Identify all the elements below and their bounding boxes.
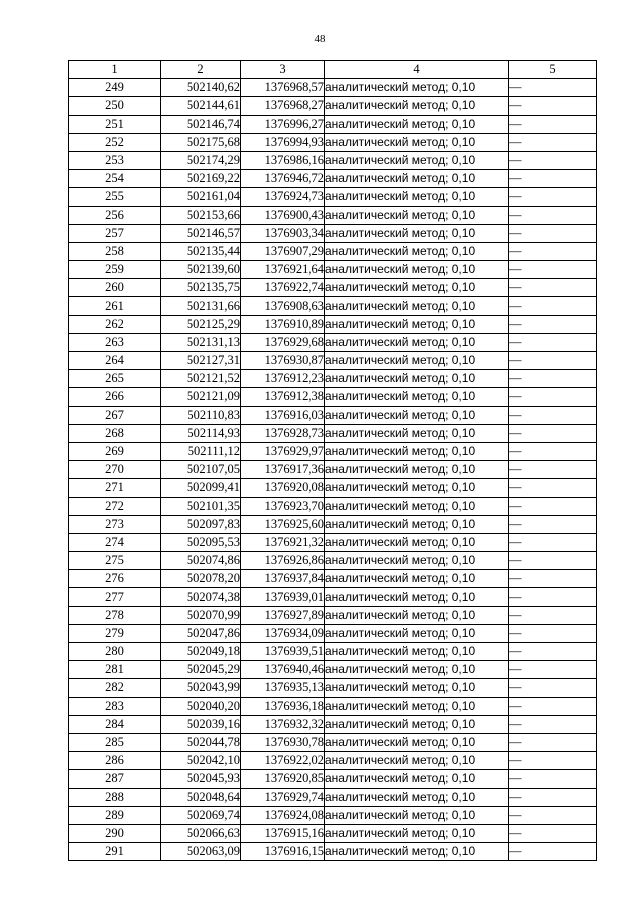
table-row [69,133,597,151]
y-coordinate-cell: 1376916,15 [241,843,325,861]
method-accuracy-cell: аналитический метод; 0,10 [325,515,509,533]
method-accuracy-cell: аналитический метод; 0,10 [325,770,509,788]
point-number-cell: 290 [69,824,161,842]
table-row [69,97,597,115]
point-number-cell: 263 [69,333,161,351]
table-row [69,533,597,551]
method-accuracy-cell: аналитический метод; 0,10 [325,843,509,861]
point-number-cell: 280 [69,643,161,661]
table-row [69,370,597,388]
x-coordinate-cell: 502070,99 [161,606,241,624]
table-row [69,733,597,751]
header-col-4: 4 [325,61,509,79]
table-row [69,424,597,442]
point-number-cell: 256 [69,206,161,224]
y-coordinate-cell: 1376986,16 [241,151,325,169]
x-coordinate-cell: 502146,74 [161,115,241,133]
note-cell: — [509,242,597,260]
x-coordinate-cell: 502078,20 [161,570,241,588]
table-row [69,624,597,642]
x-coordinate-cell: 502039,16 [161,715,241,733]
x-coordinate-cell: 502043,99 [161,679,241,697]
method-accuracy-cell: аналитический метод; 0,10 [325,206,509,224]
y-coordinate-cell: 1376935,13 [241,679,325,697]
note-cell: — [509,515,597,533]
point-number-cell: 272 [69,497,161,515]
y-coordinate-cell: 1376939,01 [241,588,325,606]
x-coordinate-cell: 502040,20 [161,697,241,715]
note-cell: — [509,843,597,861]
note-cell: — [509,697,597,715]
x-coordinate-cell: 502146,57 [161,224,241,242]
y-coordinate-cell: 1376924,08 [241,806,325,824]
table-row [69,843,597,861]
note-cell: — [509,588,597,606]
y-coordinate-cell: 1376934,09 [241,624,325,642]
table-row [69,588,597,606]
y-coordinate-cell: 1376929,97 [241,442,325,460]
point-number-cell: 277 [69,588,161,606]
page-number: 48 [314,33,326,45]
x-coordinate-cell: 502127,31 [161,352,241,370]
y-coordinate-cell: 1376907,29 [241,242,325,260]
point-number-cell: 251 [69,115,161,133]
method-accuracy-cell: аналитический метод; 0,10 [325,733,509,751]
table-row [69,406,597,424]
y-coordinate-cell: 1376937,84 [241,570,325,588]
method-accuracy-cell: аналитический метод; 0,10 [325,388,509,406]
note-cell: — [509,279,597,297]
point-number-cell: 266 [69,388,161,406]
x-coordinate-cell: 502097,83 [161,515,241,533]
method-accuracy-cell: аналитический метод; 0,10 [325,624,509,642]
table-row [69,333,597,351]
point-number-cell: 271 [69,479,161,497]
table-row [69,115,597,133]
method-accuracy-cell: аналитический метод; 0,10 [325,552,509,570]
y-coordinate-cell: 1376921,32 [241,533,325,551]
note-cell: — [509,206,597,224]
point-number-cell: 264 [69,352,161,370]
y-coordinate-cell: 1376920,85 [241,770,325,788]
method-accuracy-cell: аналитический метод; 0,10 [325,806,509,824]
y-coordinate-cell: 1376928,73 [241,424,325,442]
x-coordinate-cell: 502135,75 [161,279,241,297]
method-accuracy-cell: аналитический метод; 0,10 [325,224,509,242]
point-number-cell: 286 [69,752,161,770]
x-coordinate-cell: 502049,18 [161,643,241,661]
y-coordinate-cell: 1376939,51 [241,643,325,661]
method-accuracy-cell: аналитический метод; 0,10 [325,606,509,624]
x-coordinate-cell: 502111,12 [161,442,241,460]
method-accuracy-cell: аналитический метод; 0,10 [325,151,509,169]
method-accuracy-cell: аналитический метод; 0,10 [325,370,509,388]
y-coordinate-cell: 1376921,64 [241,261,325,279]
point-number-cell: 274 [69,533,161,551]
y-coordinate-cell: 1376915,16 [241,824,325,842]
method-accuracy-cell: аналитический метод; 0,10 [325,242,509,260]
table-header-row [69,61,597,79]
point-number-cell: 268 [69,424,161,442]
y-coordinate-cell: 1376917,36 [241,461,325,479]
note-cell: — [509,624,597,642]
note-cell: — [509,461,597,479]
x-coordinate-cell: 502047,86 [161,624,241,642]
table-row [69,497,597,515]
method-accuracy-cell: аналитический метод; 0,10 [325,679,509,697]
y-coordinate-cell: 1376930,87 [241,352,325,370]
note-cell: — [509,297,597,315]
note-cell: — [509,497,597,515]
method-accuracy-cell: аналитический метод; 0,10 [325,697,509,715]
point-number-cell: 261 [69,297,161,315]
point-number-cell: 250 [69,97,161,115]
x-coordinate-cell: 502131,66 [161,297,241,315]
method-accuracy-cell: аналитический метод; 0,10 [325,661,509,679]
method-accuracy-cell: аналитический метод; 0,10 [325,79,509,97]
y-coordinate-cell: 1376923,70 [241,497,325,515]
y-coordinate-cell: 1376916,03 [241,406,325,424]
note-cell: — [509,479,597,497]
table-row [69,151,597,169]
note-cell: — [509,643,597,661]
table-row [69,606,597,624]
y-coordinate-cell: 1376968,27 [241,97,325,115]
x-coordinate-cell: 502107,05 [161,461,241,479]
y-coordinate-cell: 1376922,02 [241,752,325,770]
y-coordinate-cell: 1376929,74 [241,788,325,806]
point-number-cell: 281 [69,661,161,679]
x-coordinate-cell: 502121,52 [161,370,241,388]
method-accuracy-cell: аналитический метод; 0,10 [325,643,509,661]
point-number-cell: 284 [69,715,161,733]
x-coordinate-cell: 502042,10 [161,752,241,770]
table-row [69,479,597,497]
y-coordinate-cell: 1376920,08 [241,479,325,497]
point-number-cell: 269 [69,442,161,460]
header-col-1: 1 [69,61,161,79]
method-accuracy-cell: аналитический метод; 0,10 [325,570,509,588]
table-row [69,242,597,260]
note-cell: — [509,151,597,169]
x-coordinate-cell: 502066,63 [161,824,241,842]
point-number-cell: 252 [69,133,161,151]
method-accuracy-cell: аналитический метод; 0,10 [325,788,509,806]
y-coordinate-cell: 1376930,78 [241,733,325,751]
point-number-cell: 249 [69,79,161,97]
x-coordinate-cell: 502139,60 [161,261,241,279]
table-row [69,806,597,824]
point-number-cell: 282 [69,679,161,697]
y-coordinate-cell: 1376926,86 [241,552,325,570]
y-coordinate-cell: 1376922,74 [241,279,325,297]
y-coordinate-cell: 1376900,43 [241,206,325,224]
table-row [69,188,597,206]
x-coordinate-cell: 502175,68 [161,133,241,151]
y-coordinate-cell: 1376927,89 [241,606,325,624]
table-row [69,643,597,661]
method-accuracy-cell: аналитический метод; 0,10 [325,297,509,315]
y-coordinate-cell: 1376929,68 [241,333,325,351]
method-accuracy-cell: аналитический метод; 0,10 [325,133,509,151]
x-coordinate-cell: 502063,09 [161,843,241,861]
table-row [69,170,597,188]
x-coordinate-cell: 502169,22 [161,170,241,188]
note-cell: — [509,570,597,588]
x-coordinate-cell: 502110,83 [161,406,241,424]
point-number-cell: 287 [69,770,161,788]
note-cell: — [509,424,597,442]
method-accuracy-cell: аналитический метод; 0,10 [325,715,509,733]
y-coordinate-cell: 1376925,60 [241,515,325,533]
note-cell: — [509,388,597,406]
table-row [69,552,597,570]
y-coordinate-cell: 1376940,46 [241,661,325,679]
x-coordinate-cell: 502131,13 [161,333,241,351]
table-row [69,297,597,315]
point-number-cell: 285 [69,733,161,751]
y-coordinate-cell: 1376946,72 [241,170,325,188]
y-coordinate-cell: 1376903,34 [241,224,325,242]
note-cell: — [509,824,597,842]
method-accuracy-cell: аналитический метод; 0,10 [325,170,509,188]
method-accuracy-cell: аналитический метод; 0,10 [325,479,509,497]
table-row [69,824,597,842]
point-number-cell: 275 [69,552,161,570]
note-cell: — [509,533,597,551]
method-accuracy-cell: аналитический метод; 0,10 [325,588,509,606]
table-row [69,261,597,279]
note-cell: — [509,79,597,97]
note-cell: — [509,333,597,351]
table-row [69,752,597,770]
x-coordinate-cell: 502114,93 [161,424,241,442]
method-accuracy-cell: аналитический метод; 0,10 [325,333,509,351]
x-coordinate-cell: 502095,53 [161,533,241,551]
point-number-cell: 283 [69,697,161,715]
y-coordinate-cell: 1376994,93 [241,133,325,151]
note-cell: — [509,133,597,151]
method-accuracy-cell: аналитический метод; 0,10 [325,406,509,424]
x-coordinate-cell: 502144,61 [161,97,241,115]
y-coordinate-cell: 1376912,23 [241,370,325,388]
x-coordinate-cell: 502045,93 [161,770,241,788]
x-coordinate-cell: 502153,66 [161,206,241,224]
method-accuracy-cell: аналитический метод; 0,10 [325,97,509,115]
x-coordinate-cell: 502045,29 [161,661,241,679]
table-row [69,388,597,406]
note-cell: — [509,315,597,333]
table-row [69,679,597,697]
method-accuracy-cell: аналитический метод; 0,10 [325,424,509,442]
note-cell: — [509,97,597,115]
point-number-cell: 260 [69,279,161,297]
note-cell: — [509,352,597,370]
point-number-cell: 273 [69,515,161,533]
method-accuracy-cell: аналитический метод; 0,10 [325,824,509,842]
y-coordinate-cell: 1376968,57 [241,79,325,97]
x-coordinate-cell: 502135,44 [161,242,241,260]
point-number-cell: 270 [69,461,161,479]
note-cell: — [509,806,597,824]
point-number-cell: 276 [69,570,161,588]
y-coordinate-cell: 1376908,63 [241,297,325,315]
point-number-cell: 259 [69,261,161,279]
coordinates-table [68,60,597,861]
note-cell: — [509,679,597,697]
note-cell: — [509,261,597,279]
point-number-cell: 257 [69,224,161,242]
x-coordinate-cell: 502074,38 [161,588,241,606]
method-accuracy-cell: аналитический метод; 0,10 [325,261,509,279]
note-cell: — [509,406,597,424]
note-cell: — [509,606,597,624]
point-number-cell: 255 [69,188,161,206]
table-body [69,79,597,861]
table-row [69,224,597,242]
header-col-3: 3 [241,61,325,79]
point-number-cell: 291 [69,843,161,861]
note-cell: — [509,661,597,679]
method-accuracy-cell: аналитический метод; 0,10 [325,533,509,551]
x-coordinate-cell: 502101,35 [161,497,241,515]
table-row [69,770,597,788]
x-coordinate-cell: 502161,04 [161,188,241,206]
y-coordinate-cell: 1376936,18 [241,697,325,715]
note-cell: — [509,552,597,570]
x-coordinate-cell: 502125,29 [161,315,241,333]
note-cell: — [509,170,597,188]
note-cell: — [509,224,597,242]
table-row [69,697,597,715]
method-accuracy-cell: аналитический метод; 0,10 [325,188,509,206]
note-cell: — [509,770,597,788]
note-cell: — [509,752,597,770]
point-number-cell: 253 [69,151,161,169]
point-number-cell: 258 [69,242,161,260]
point-number-cell: 288 [69,788,161,806]
x-coordinate-cell: 502121,09 [161,388,241,406]
table-row [69,715,597,733]
y-coordinate-cell: 1376912,38 [241,388,325,406]
note-cell: — [509,442,597,460]
x-coordinate-cell: 502044,78 [161,733,241,751]
x-coordinate-cell: 502099,41 [161,479,241,497]
point-number-cell: 279 [69,624,161,642]
method-accuracy-cell: аналитический метод; 0,10 [325,461,509,479]
table-row [69,206,597,224]
note-cell: — [509,370,597,388]
table-row [69,315,597,333]
y-coordinate-cell: 1376924,73 [241,188,325,206]
x-coordinate-cell: 502048,64 [161,788,241,806]
table-row [69,461,597,479]
table-row [69,788,597,806]
note-cell: — [509,115,597,133]
note-cell: — [509,733,597,751]
x-coordinate-cell: 502074,86 [161,552,241,570]
method-accuracy-cell: аналитический метод; 0,10 [325,115,509,133]
table-row [69,442,597,460]
point-number-cell: 262 [69,315,161,333]
method-accuracy-cell: аналитический метод; 0,10 [325,315,509,333]
note-cell: — [509,715,597,733]
point-number-cell: 267 [69,406,161,424]
point-number-cell: 265 [69,370,161,388]
note-cell: — [509,188,597,206]
table-row [69,352,597,370]
method-accuracy-cell: аналитический метод; 0,10 [325,352,509,370]
method-accuracy-cell: аналитический метод; 0,10 [325,442,509,460]
y-coordinate-cell: 1376996,27 [241,115,325,133]
header-col-5: 5 [509,61,597,79]
method-accuracy-cell: аналитический метод; 0,10 [325,497,509,515]
x-coordinate-cell: 502140,62 [161,79,241,97]
y-coordinate-cell: 1376910,89 [241,315,325,333]
note-cell: — [509,788,597,806]
method-accuracy-cell: аналитический метод; 0,10 [325,279,509,297]
table-row [69,661,597,679]
x-coordinate-cell: 502174,29 [161,151,241,169]
y-coordinate-cell: 1376932,32 [241,715,325,733]
table-row [69,279,597,297]
point-number-cell: 289 [69,806,161,824]
table-row [69,79,597,97]
point-number-cell: 278 [69,606,161,624]
table-row [69,570,597,588]
x-coordinate-cell: 502069,74 [161,806,241,824]
table-row [69,515,597,533]
header-col-2: 2 [161,61,241,79]
point-number-cell: 254 [69,170,161,188]
method-accuracy-cell: аналитический метод; 0,10 [325,752,509,770]
